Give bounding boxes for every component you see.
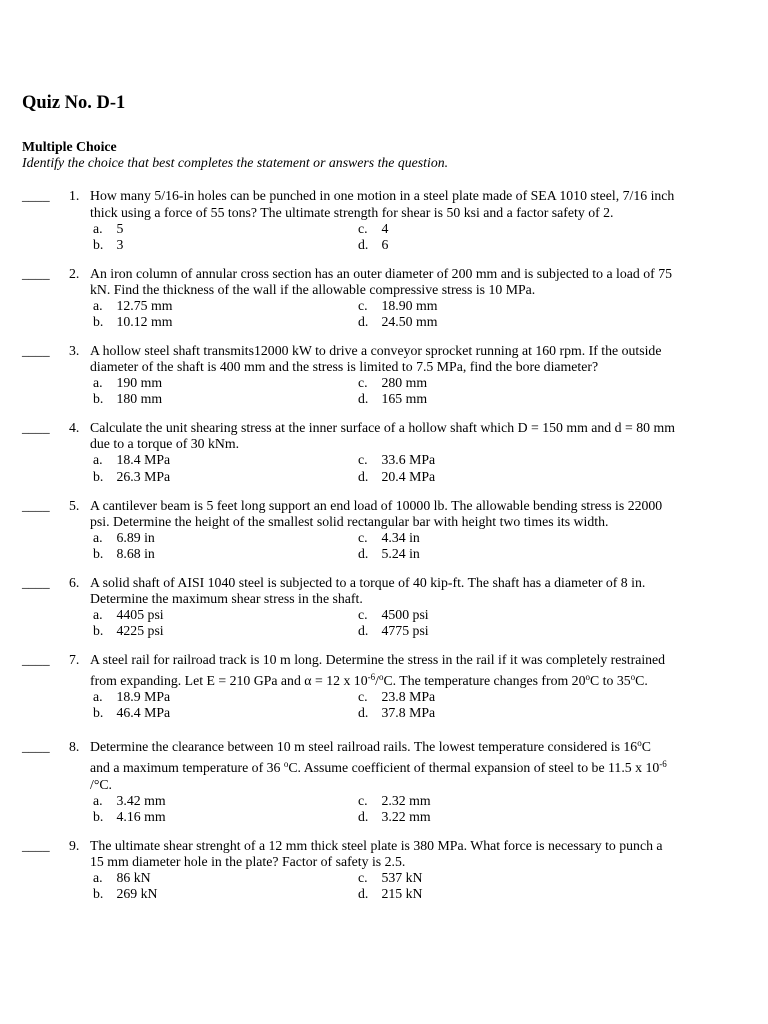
choice-label: c. [358, 220, 368, 236]
choice-text: 5 [116, 220, 124, 236]
question-body [90, 343, 661, 407]
question-stem [90, 575, 645, 607]
choice-label: d. [358, 623, 369, 639]
answer-choice-b [93, 809, 358, 825]
question-stem-line [90, 266, 672, 282]
answer-choices [93, 452, 675, 484]
stem-text: A cantilever beam is 5 feet long support an end load of 10000 lb. The allowable bending stress is 22000 [90, 497, 663, 513]
superscript-text: o [378, 672, 384, 683]
answer-choice-b [93, 705, 358, 721]
question-body [90, 498, 662, 562]
stem-text: diameter of the shaft is 400 mm and the stress is limited to 7.5 MPa, find the bore diameter? [90, 359, 599, 375]
choice-text: 46.4 MPa [116, 705, 171, 721]
stem-text: A solid shaft of AISI 1040 steel is subjected to a torque of 40 kip-ft. The shaft has a diameter of 8 in. [90, 574, 646, 590]
stem-text: / [375, 673, 379, 689]
choice-text: 4225 psi [116, 623, 164, 639]
choice-text: 190 mm [116, 375, 163, 391]
choice-label: c. [358, 297, 368, 313]
stem-text: due to a torque of 30 kNm. [90, 436, 240, 452]
superscript-text: o [585, 672, 590, 683]
choice-text: 5.24 in [381, 545, 420, 561]
stem-text: thick using a force of 55 tons? The ultimate strength for shear is 50 ksi and a factor safety of 2. [90, 204, 614, 220]
choice-text: 18.4 MPa [116, 452, 171, 468]
question-stem-line [90, 514, 662, 530]
answer-choice-c [358, 452, 598, 468]
choice-text: 8.68 in [116, 545, 155, 561]
choice-text: 86 kN [116, 869, 151, 885]
answer-choice-b [93, 546, 358, 562]
answer-blank: ____ [22, 739, 50, 755]
choice-label: a. [93, 297, 103, 313]
question-stem-line [90, 343, 661, 359]
choice-text: 3 [116, 236, 124, 252]
choice-text: 3.22 mm [381, 808, 431, 824]
answer-choice-d [358, 809, 598, 825]
answer-choices [93, 221, 674, 253]
stem-text: A hollow steel shaft transmits12000 kW to drive a conveyor sprocket running at 160 rpm. If the outside [90, 343, 662, 359]
question-stem [90, 343, 661, 375]
answer-choices [93, 530, 662, 562]
choice-text: 33.6 MPa [381, 452, 436, 468]
question-stem [90, 838, 663, 870]
choice-label: d. [358, 808, 369, 824]
question-body [90, 420, 675, 484]
answer-choice-d [358, 886, 598, 902]
question-body [90, 266, 672, 330]
answer-choices [93, 870, 663, 902]
stem-text: C to 35 [589, 673, 631, 689]
answer-choice-d [358, 314, 598, 330]
choice-label: a. [93, 792, 103, 808]
question-stem-line [90, 205, 674, 221]
question-number: 3. [69, 343, 80, 359]
answer-choice-a [93, 298, 358, 314]
question-body [90, 188, 674, 252]
answer-choice-b [93, 886, 358, 902]
choice-text: 3.42 mm [116, 792, 166, 808]
stem-text: Calculate the unit shearing stress at the inner surface of a hollow shaft which D = 150 mm and d = 80 mm [90, 420, 675, 436]
choice-label: d. [358, 314, 369, 330]
answer-blank: ____ [22, 343, 50, 359]
answer-choice-d [358, 469, 598, 485]
question-item [0, 266, 768, 330]
choice-label: a. [93, 689, 103, 705]
answer-choice-b [93, 237, 358, 253]
answer-choices [93, 607, 645, 639]
answer-choice-d [358, 623, 598, 639]
question-stem [90, 420, 675, 452]
choice-label: a. [93, 869, 103, 885]
choice-text: 165 mm [381, 391, 428, 407]
question-stem [90, 266, 672, 298]
choice-label: b. [93, 236, 104, 252]
stem-text: C. Assume coefficient of thermal expansion of steel to be 11.5 x 10 [288, 760, 660, 776]
choice-label: c. [358, 869, 368, 885]
question-stem-line [90, 575, 645, 591]
choice-label: c. [358, 607, 368, 622]
choice-label: b. [93, 705, 104, 721]
superscript-text: -6 [367, 672, 376, 683]
question-stem-line [90, 755, 667, 776]
question-stem-line [90, 282, 672, 298]
choice-text: 20.4 MPa [381, 468, 436, 484]
choice-text: 4 [381, 220, 389, 236]
choice-text: 10.12 mm [116, 314, 173, 330]
answer-choices [93, 793, 667, 825]
answer-choice-d [358, 237, 598, 253]
choice-label: b. [93, 545, 104, 561]
question-stem [90, 652, 665, 689]
question-item [0, 575, 768, 639]
question-number: 2. [69, 265, 80, 281]
question-number: 9. [69, 837, 80, 853]
answer-choice-c [358, 689, 598, 705]
question-stem-line [90, 420, 675, 436]
choice-text: 4775 psi [381, 623, 429, 639]
question-stem-line [90, 838, 663, 854]
choice-text: 2.32 mm [381, 792, 431, 808]
stem-text: and a maximum temperature of 36 [90, 760, 284, 776]
question-stem [90, 734, 667, 792]
answer-choice-a [93, 530, 358, 546]
question-stem-line [90, 668, 665, 689]
choice-text: 18.9 MPa [116, 689, 171, 705]
choice-label: d. [358, 545, 369, 561]
answer-choice-a [93, 870, 358, 886]
stem-text: 15 mm diameter hole in the plate? Factor of safety is 2.5. [90, 853, 406, 869]
choice-text: 12.75 mm [116, 297, 173, 313]
answer-blank: ____ [22, 188, 50, 204]
answer-blank: ____ [22, 497, 50, 513]
answer-choice-d [358, 391, 598, 407]
choice-label: c. [358, 792, 368, 808]
question-stem-line [90, 591, 645, 607]
answer-choice-b [93, 623, 358, 639]
stem-text: C [641, 739, 651, 755]
answer-choice-c [358, 607, 598, 623]
question-item [0, 188, 768, 252]
answer-choice-b [93, 391, 358, 407]
choice-text: 269 kN [116, 885, 158, 901]
choice-text: 4500 psi [381, 607, 429, 622]
answer-blank: ____ [22, 652, 50, 668]
question-number: 6. [69, 574, 80, 590]
stem-text: Determine the clearance between 10 m steel railroad rails. The lowest temperature considered is 16 [90, 739, 638, 755]
answer-choice-a [93, 607, 358, 623]
choice-label: d. [358, 236, 369, 252]
choice-label: d. [358, 468, 369, 484]
choice-label: a. [93, 375, 103, 391]
answer-choices [93, 375, 661, 407]
choice-label: b. [93, 391, 104, 407]
question-stem-line [90, 734, 667, 755]
choice-text: 280 mm [381, 375, 428, 391]
answer-choice-c [358, 221, 598, 237]
question-body [90, 838, 663, 902]
choice-text: 180 mm [116, 391, 163, 407]
choice-label: b. [93, 808, 104, 824]
question-list [0, 188, 768, 902]
answer-blank: ____ [22, 837, 50, 853]
answer-choice-d [358, 546, 598, 562]
choice-text: 24.50 mm [381, 314, 438, 330]
question-item [0, 498, 768, 562]
choice-text: 215 kN [381, 885, 423, 901]
superscript-text: -6 [659, 759, 667, 770]
stem-text: Determine the maximum shear stress in the shaft. [90, 590, 363, 606]
question-number: 4. [69, 420, 80, 436]
answer-blank: ____ [22, 574, 50, 590]
question-item [0, 652, 768, 721]
question-stem-line [90, 498, 662, 514]
question-item [0, 343, 768, 407]
stem-text: How many 5/16-in holes can be punched in one motion in a steel plate made of SEA 1010 steel, 7/16 inch [90, 188, 675, 204]
answer-choice-a [93, 689, 358, 705]
choice-text: 37.8 MPa [381, 705, 436, 721]
choice-text: 537 kN [381, 869, 423, 885]
stem-text: A steel rail for railroad track is 10 m long. Determine the stress in the rail if it was completely restrained [90, 652, 666, 668]
choice-label: a. [93, 529, 103, 545]
question-item [0, 838, 768, 902]
choice-label: a. [93, 452, 103, 468]
choice-label: d. [358, 391, 369, 407]
choice-text: 4.34 in [381, 529, 420, 545]
question-number: 5. [69, 497, 80, 513]
choice-text: 6 [381, 236, 389, 252]
question-number: 7. [69, 652, 80, 668]
answer-choice-b [93, 314, 358, 330]
stem-text: psi. Determine the height of the smallest solid rectangular bar with height two times its width. [90, 513, 609, 529]
answer-choice-c [358, 793, 598, 809]
stem-text: from expanding. Let E = 210 GPa and α = 12 x 10 [90, 673, 368, 689]
answer-choices [93, 298, 672, 330]
stem-text: kN. Find the thickness of the wall if the allowable compressive stress is 10 MPa. [90, 281, 536, 297]
superscript-text: o [283, 759, 289, 770]
choice-label: a. [93, 607, 103, 622]
choice-label: c. [358, 375, 368, 391]
choice-label: c. [358, 452, 368, 468]
question-body [90, 652, 665, 721]
quiz-title: Quiz No. D-1 [22, 93, 126, 113]
choice-label: b. [93, 885, 104, 901]
choice-text: 4405 psi [116, 607, 164, 622]
choice-label: d. [358, 885, 369, 901]
question-stem-line [90, 436, 675, 452]
stem-text: C. [635, 673, 648, 689]
choice-text: 23.8 MPa [381, 689, 436, 705]
question-stem-line [90, 652, 665, 668]
choice-text: 18.90 mm [381, 297, 438, 313]
answer-choice-c [358, 870, 598, 886]
superscript-text: o [637, 738, 642, 749]
question-number: 8. [69, 739, 80, 755]
answer-choice-a [93, 375, 358, 391]
question-stem [90, 498, 662, 530]
answer-choice-c [358, 298, 598, 314]
answer-blank: ____ [22, 420, 50, 436]
answer-blank: ____ [22, 265, 50, 281]
question-stem [90, 188, 674, 220]
answer-choice-c [358, 530, 598, 546]
superscript-text: o [630, 672, 636, 683]
choice-label: c. [358, 689, 368, 705]
question-stem-line [90, 854, 663, 870]
stem-text: /°C. [90, 776, 113, 792]
answer-choice-d [358, 705, 598, 721]
choice-text: 6.89 in [116, 529, 155, 545]
choice-label: a. [93, 220, 103, 236]
choice-label: b. [93, 623, 104, 639]
question-item [0, 420, 768, 484]
question-stem-line [90, 359, 661, 375]
answer-choice-b [93, 469, 358, 485]
question-number: 1. [69, 188, 80, 204]
answer-choice-c [358, 375, 598, 391]
section-heading: Multiple Choice [22, 139, 117, 154]
question-stem-line [90, 188, 674, 204]
answer-choices [93, 689, 665, 721]
stem-text: C. The temperature changes from 20 [383, 673, 586, 689]
question-body [90, 575, 645, 639]
answer-choice-a [93, 452, 358, 468]
question-stem-line [90, 777, 667, 793]
question-item [0, 734, 768, 824]
stem-text: An iron column of annular cross section has an outer diameter of 200 mm and is subjected to a load of 75 [90, 265, 673, 281]
answer-choice-a [93, 221, 358, 237]
choice-label: c. [358, 529, 368, 545]
choice-text: 4.16 mm [116, 808, 166, 824]
choice-text: 26.3 MPa [116, 468, 171, 484]
choice-label: b. [93, 314, 104, 330]
question-body [90, 734, 667, 824]
choice-label: b. [93, 468, 104, 484]
section-instructions: Identify the choice that best completes the statement or answers the question. [22, 155, 449, 171]
stem-text: The ultimate shear strenght of a 12 mm thick steel plate is 380 MPa. What force is necessary to punch a [90, 837, 663, 853]
answer-choice-a [93, 793, 358, 809]
choice-label: d. [358, 705, 369, 721]
